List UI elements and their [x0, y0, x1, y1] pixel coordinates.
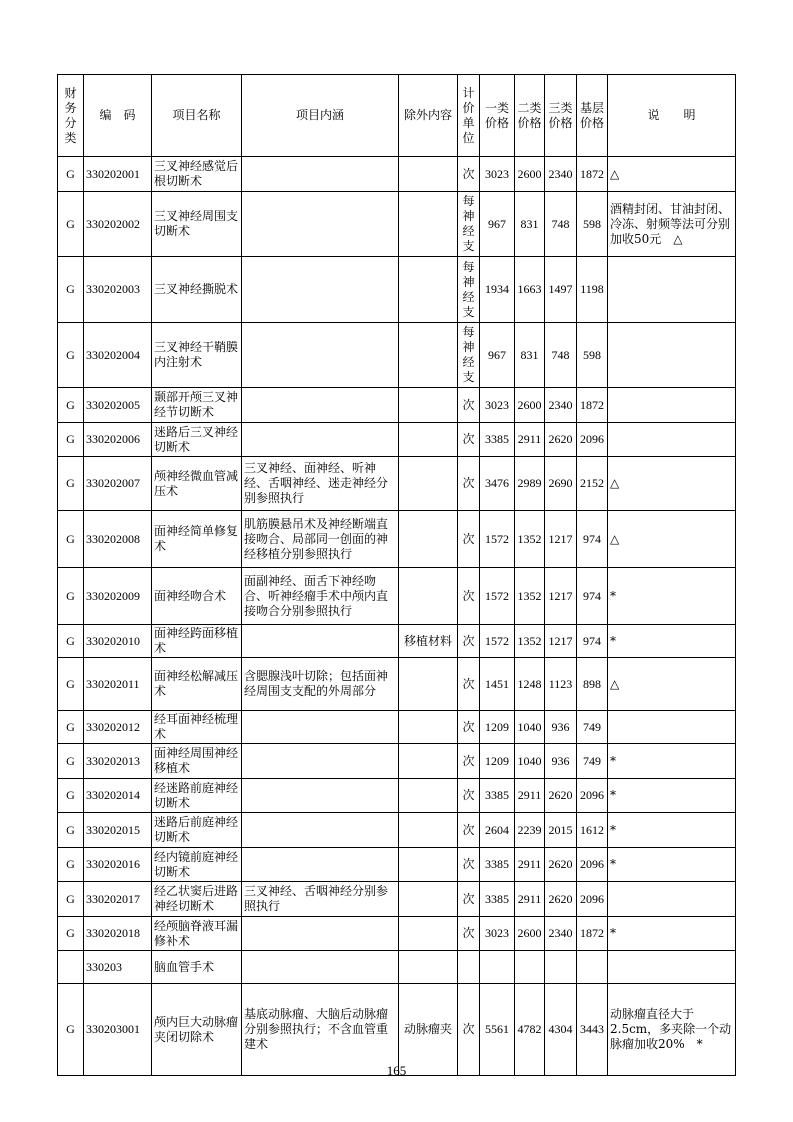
price-1-cell: 1209	[480, 711, 515, 744]
category-cell: G	[58, 388, 84, 423]
category-cell: G	[58, 323, 84, 388]
code-cell: 330202016	[84, 848, 152, 882]
content-cell	[242, 257, 399, 323]
name-cell: 迷路后三叉神经切断术	[152, 423, 242, 457]
price-3-cell: 2620	[545, 848, 577, 882]
table-body	[58, 75, 736, 1076]
content-cell	[242, 157, 399, 192]
price-1-cell: 3385	[480, 848, 515, 882]
unit-cell: 次	[458, 917, 480, 951]
table-row	[58, 711, 736, 744]
code-cell: 330202001	[84, 157, 152, 192]
price-1-cell: 967	[480, 192, 515, 257]
table-row	[58, 257, 736, 323]
header-price-2: 二类价格	[515, 75, 545, 157]
price-3-cell: 1123	[545, 658, 577, 711]
price-base-cell: 974	[577, 568, 608, 625]
price-3-cell: 2620	[545, 423, 577, 457]
price-3-cell: 2340	[545, 917, 577, 951]
price-2-cell: 2600	[515, 917, 545, 951]
price-1-cell: 2604	[480, 813, 515, 848]
header-note: 说 明	[608, 75, 736, 157]
code-cell: 330202013	[84, 744, 152, 779]
code-cell: 330203001	[84, 984, 152, 1076]
price-base-cell: 974	[577, 625, 608, 658]
note-cell	[608, 323, 736, 388]
price-3-cell: 1217	[545, 625, 577, 658]
table-row	[58, 984, 736, 1076]
unit-cell: 次	[458, 744, 480, 779]
name-cell: 颅内巨大动脉瘤夹闭切除术	[152, 984, 242, 1076]
price-1-cell: 3023	[480, 388, 515, 423]
content-cell	[242, 711, 399, 744]
header-unit: 计价单位	[458, 75, 480, 157]
table-row	[58, 457, 736, 511]
note-cell: *	[608, 848, 736, 882]
note-cell: △	[608, 511, 736, 568]
content-cell	[242, 388, 399, 423]
category-cell: G	[58, 192, 84, 257]
price-3-cell: 936	[545, 711, 577, 744]
exclusion-cell	[399, 882, 458, 917]
code-cell: 330202018	[84, 917, 152, 951]
header-price-base: 基层价格	[577, 75, 608, 157]
note-cell: *	[608, 813, 736, 848]
content-cell: 面副神经、面舌下神经吻合、听神经瘤手术中颅内直接吻合分别参照执行	[242, 568, 399, 625]
name-cell: 经迷路前庭神经切断术	[152, 779, 242, 813]
header-row	[58, 75, 736, 157]
section-code: 330203	[84, 951, 152, 984]
table-row	[58, 848, 736, 882]
name-cell: 三叉神经周围支切断术	[152, 192, 242, 257]
price-3-cell: 2690	[545, 457, 577, 511]
header-price-1: 一类价格	[480, 75, 515, 157]
note-cell: *	[608, 744, 736, 779]
content-cell: 三叉神经、舌咽神经分别参照执行	[242, 882, 399, 917]
code-cell: 330202006	[84, 423, 152, 457]
price-3-cell: 2620	[545, 779, 577, 813]
code-cell: 330202007	[84, 457, 152, 511]
price-1-cell: 1572	[480, 511, 515, 568]
content-cell: 三叉神经、面神经、听神经、舌咽神经、迷走神经分别参照执行	[242, 457, 399, 511]
note-cell: *	[608, 779, 736, 813]
code-cell: 330202004	[84, 323, 152, 388]
price-2-cell: 2989	[515, 457, 545, 511]
exclusion-cell	[399, 568, 458, 625]
price-2-cell: 2239	[515, 813, 545, 848]
price-2-cell: 1040	[515, 711, 545, 744]
price-base-cell: 1198	[577, 257, 608, 323]
content-cell	[242, 951, 399, 984]
content-cell	[242, 744, 399, 779]
table-row	[58, 511, 736, 568]
table-row	[58, 625, 736, 658]
page-number: 165	[386, 1063, 407, 1078]
exclusion-cell	[399, 388, 458, 423]
table-row	[58, 323, 736, 388]
price-1-cell: 3385	[480, 423, 515, 457]
table-row	[58, 917, 736, 951]
price-3-cell: 748	[545, 323, 577, 388]
content-cell	[242, 848, 399, 882]
category-cell: G	[58, 257, 84, 323]
content-cell: 肌筋膜悬吊术及神经断端直接吻合、局部同一创面的神经移植分别参照执行	[242, 511, 399, 568]
category-cell: G	[58, 511, 84, 568]
code-cell: 330202005	[84, 388, 152, 423]
note-cell: *	[608, 917, 736, 951]
price-1-cell: 1209	[480, 744, 515, 779]
price-2-cell: 2911	[515, 779, 545, 813]
exclusion-cell	[399, 779, 458, 813]
price-2-cell: 1352	[515, 511, 545, 568]
exclusion-cell	[399, 848, 458, 882]
unit-cell: 每神经支	[458, 257, 480, 323]
header-name: 项目名称	[152, 75, 242, 157]
price-base-cell: 2096	[577, 882, 608, 917]
unit-cell: 次	[458, 658, 480, 711]
price-2-cell: 2911	[515, 848, 545, 882]
price-base-cell: 1872	[577, 917, 608, 951]
table-row	[58, 813, 736, 848]
name-cell: 颅神经微血管减压术	[152, 457, 242, 511]
code-cell: 330202017	[84, 882, 152, 917]
content-cell	[242, 917, 399, 951]
unit-cell: 次	[458, 457, 480, 511]
exclusion-cell: 动脉瘤夹	[399, 984, 458, 1076]
price-base-cell	[577, 951, 608, 984]
price-3-cell: 748	[545, 192, 577, 257]
code-cell: 330202012	[84, 711, 152, 744]
unit-cell: 次	[458, 779, 480, 813]
content-cell	[242, 625, 399, 658]
note-cell: *	[608, 625, 736, 658]
price-base-cell: 3443	[577, 984, 608, 1076]
header-content: 项目内涵	[242, 75, 399, 157]
category-cell: G	[58, 917, 84, 951]
name-cell: 经耳面神经梳理术	[152, 711, 242, 744]
price-1-cell: 1451	[480, 658, 515, 711]
price-base-cell: 974	[577, 511, 608, 568]
price-1-cell: 3023	[480, 157, 515, 192]
note-cell	[608, 423, 736, 457]
unit-cell: 每神经支	[458, 192, 480, 257]
category-cell: G	[58, 744, 84, 779]
exclusion-cell	[399, 157, 458, 192]
name-cell: 三叉神经干鞘膜内注射术	[152, 323, 242, 388]
price-1-cell: 3476	[480, 457, 515, 511]
price-1-cell: 1934	[480, 257, 515, 323]
category-cell: G	[58, 625, 84, 658]
price-base-cell: 598	[577, 192, 608, 257]
name-cell: 面神经周围神经移植术	[152, 744, 242, 779]
price-2-cell: 2911	[515, 423, 545, 457]
name-cell: 颞部开颅三叉神经节切断术	[152, 388, 242, 423]
exclusion-cell	[399, 711, 458, 744]
unit-cell: 次	[458, 568, 480, 625]
unit-cell: 次	[458, 625, 480, 658]
price-2-cell: 1663	[515, 257, 545, 323]
note-cell: △	[608, 157, 736, 192]
code-cell: 330202010	[84, 625, 152, 658]
exclusion-cell	[399, 951, 458, 984]
price-base-cell: 749	[577, 711, 608, 744]
exclusion-cell	[399, 744, 458, 779]
table-row	[58, 423, 736, 457]
note-cell: △	[608, 457, 736, 511]
price-base-cell: 598	[577, 323, 608, 388]
table-row	[58, 779, 736, 813]
price-3-cell	[545, 951, 577, 984]
price-1-cell: 5561	[480, 984, 515, 1076]
table-row	[58, 658, 736, 711]
category-cell: G	[58, 568, 84, 625]
unit-cell: 次	[458, 848, 480, 882]
note-cell	[608, 257, 736, 323]
price-base-cell: 1612	[577, 813, 608, 848]
price-base-cell: 898	[577, 658, 608, 711]
exclusion-cell	[399, 917, 458, 951]
price-base-cell: 2096	[577, 779, 608, 813]
price-2-cell: 4782	[515, 984, 545, 1076]
note-cell: 酒精封闭、甘油封闭、冷冻、射频等法可分别加收50元 △	[608, 192, 736, 257]
exclusion-cell	[399, 323, 458, 388]
category-cell: G	[58, 779, 84, 813]
price-2-cell: 1248	[515, 658, 545, 711]
content-cell: 含腮腺浅叶切除；包括面神经周围支支配的外周部分	[242, 658, 399, 711]
price-2-cell	[515, 951, 545, 984]
price-1-cell: 3385	[480, 882, 515, 917]
category-cell: G	[58, 984, 84, 1076]
note-cell	[608, 711, 736, 744]
price-base-cell: 1872	[577, 388, 608, 423]
unit-cell: 次	[458, 157, 480, 192]
unit-cell: 次	[458, 388, 480, 423]
note-cell	[608, 951, 736, 984]
table-row	[58, 388, 736, 423]
category-cell: G	[58, 423, 84, 457]
exclusion-cell	[399, 457, 458, 511]
category-cell: G	[58, 711, 84, 744]
name-cell: 面神经跨面移植术	[152, 625, 242, 658]
unit-cell: 次	[458, 423, 480, 457]
price-3-cell: 1217	[545, 511, 577, 568]
unit-cell	[458, 951, 480, 984]
header-code: 编 码	[84, 75, 152, 157]
price-3-cell: 2340	[545, 388, 577, 423]
unit-cell: 次	[458, 711, 480, 744]
category-cell: G	[58, 457, 84, 511]
name-cell: 三叉神经感觉后根切断术	[152, 157, 242, 192]
exclusion-cell	[399, 423, 458, 457]
price-3-cell: 1217	[545, 568, 577, 625]
price-base-cell: 2096	[577, 423, 608, 457]
table-row	[58, 157, 736, 192]
code-cell: 330202008	[84, 511, 152, 568]
header-exclusions: 除外内容	[399, 75, 458, 157]
price-base-cell: 2152	[577, 457, 608, 511]
note-cell: *	[608, 568, 736, 625]
price-2-cell: 2600	[515, 388, 545, 423]
note-cell	[608, 882, 736, 917]
code-cell: 330202003	[84, 257, 152, 323]
price-3-cell: 4304	[545, 984, 577, 1076]
name-cell: 面神经简单修复术	[152, 511, 242, 568]
unit-cell: 次	[458, 984, 480, 1076]
code-cell: 330202014	[84, 779, 152, 813]
price-2-cell: 1352	[515, 568, 545, 625]
name-cell: 经内镜前庭神经切断术	[152, 848, 242, 882]
note-cell	[608, 388, 736, 423]
table-row	[58, 744, 736, 779]
code-cell: 330202011	[84, 658, 152, 711]
name-cell: 经颅脑脊液耳漏修补术	[152, 917, 242, 951]
exclusion-cell	[399, 511, 458, 568]
price-2-cell: 831	[515, 192, 545, 257]
exclusion-cell: 移植材料	[399, 625, 458, 658]
content-cell	[242, 423, 399, 457]
content-cell	[242, 323, 399, 388]
section-name: 脑血管手术	[152, 951, 242, 984]
name-cell: 面神经吻合术	[152, 568, 242, 625]
unit-cell: 次	[458, 511, 480, 568]
name-cell: 迷路后前庭神经切断术	[152, 813, 242, 848]
category-cell: G	[58, 157, 84, 192]
code-cell: 330202009	[84, 568, 152, 625]
code-cell: 330202002	[84, 192, 152, 257]
category-cell: G	[58, 882, 84, 917]
unit-cell: 次	[458, 813, 480, 848]
name-cell: 面神经松解减压术	[152, 658, 242, 711]
price-3-cell: 2620	[545, 882, 577, 917]
name-cell: 经乙状窦后进路神经切断术	[152, 882, 242, 917]
exclusion-cell	[399, 658, 458, 711]
category-cell: G	[58, 848, 84, 882]
name-cell: 三叉神经撕脱术	[152, 257, 242, 323]
price-1-cell: 967	[480, 323, 515, 388]
table-row	[58, 568, 736, 625]
section-header-row	[58, 951, 736, 984]
header-price-3: 三类价格	[545, 75, 577, 157]
content-cell: 基底动脉瘤、大脑后动脉瘤分别参照执行；不含血管重建术	[242, 984, 399, 1076]
price-3-cell: 1497	[545, 257, 577, 323]
content-cell	[242, 779, 399, 813]
price-base-cell: 2096	[577, 848, 608, 882]
category-cell: G	[58, 813, 84, 848]
exclusion-cell	[399, 813, 458, 848]
content-cell	[242, 192, 399, 257]
price-base-cell: 1872	[577, 157, 608, 192]
code-cell: 330202015	[84, 813, 152, 848]
content-cell	[242, 813, 399, 848]
price-2-cell: 1352	[515, 625, 545, 658]
price-3-cell: 2340	[545, 157, 577, 192]
price-table	[57, 74, 736, 1076]
price-2-cell: 1040	[515, 744, 545, 779]
price-2-cell: 2911	[515, 882, 545, 917]
price-1-cell: 3023	[480, 917, 515, 951]
category-cell: G	[58, 658, 84, 711]
price-2-cell: 2600	[515, 157, 545, 192]
table-row	[58, 192, 736, 257]
price-1-cell: 1572	[480, 625, 515, 658]
unit-cell: 每神经支	[458, 323, 480, 388]
price-2-cell: 831	[515, 323, 545, 388]
price-3-cell: 936	[545, 744, 577, 779]
exclusion-cell	[399, 257, 458, 323]
exclusion-cell	[399, 192, 458, 257]
note-cell: △	[608, 658, 736, 711]
table-row	[58, 882, 736, 917]
price-base-cell: 749	[577, 744, 608, 779]
price-1-cell: 3385	[480, 779, 515, 813]
price-3-cell: 2015	[545, 813, 577, 848]
unit-cell: 次	[458, 882, 480, 917]
header-category: 财务分类	[58, 75, 84, 157]
category-cell	[58, 951, 84, 984]
note-cell: 动脉瘤直径大于2.5cm，多夹除一个动脉瘤加收20% *	[608, 984, 736, 1076]
price-1-cell: 1572	[480, 568, 515, 625]
price-1-cell	[480, 951, 515, 984]
